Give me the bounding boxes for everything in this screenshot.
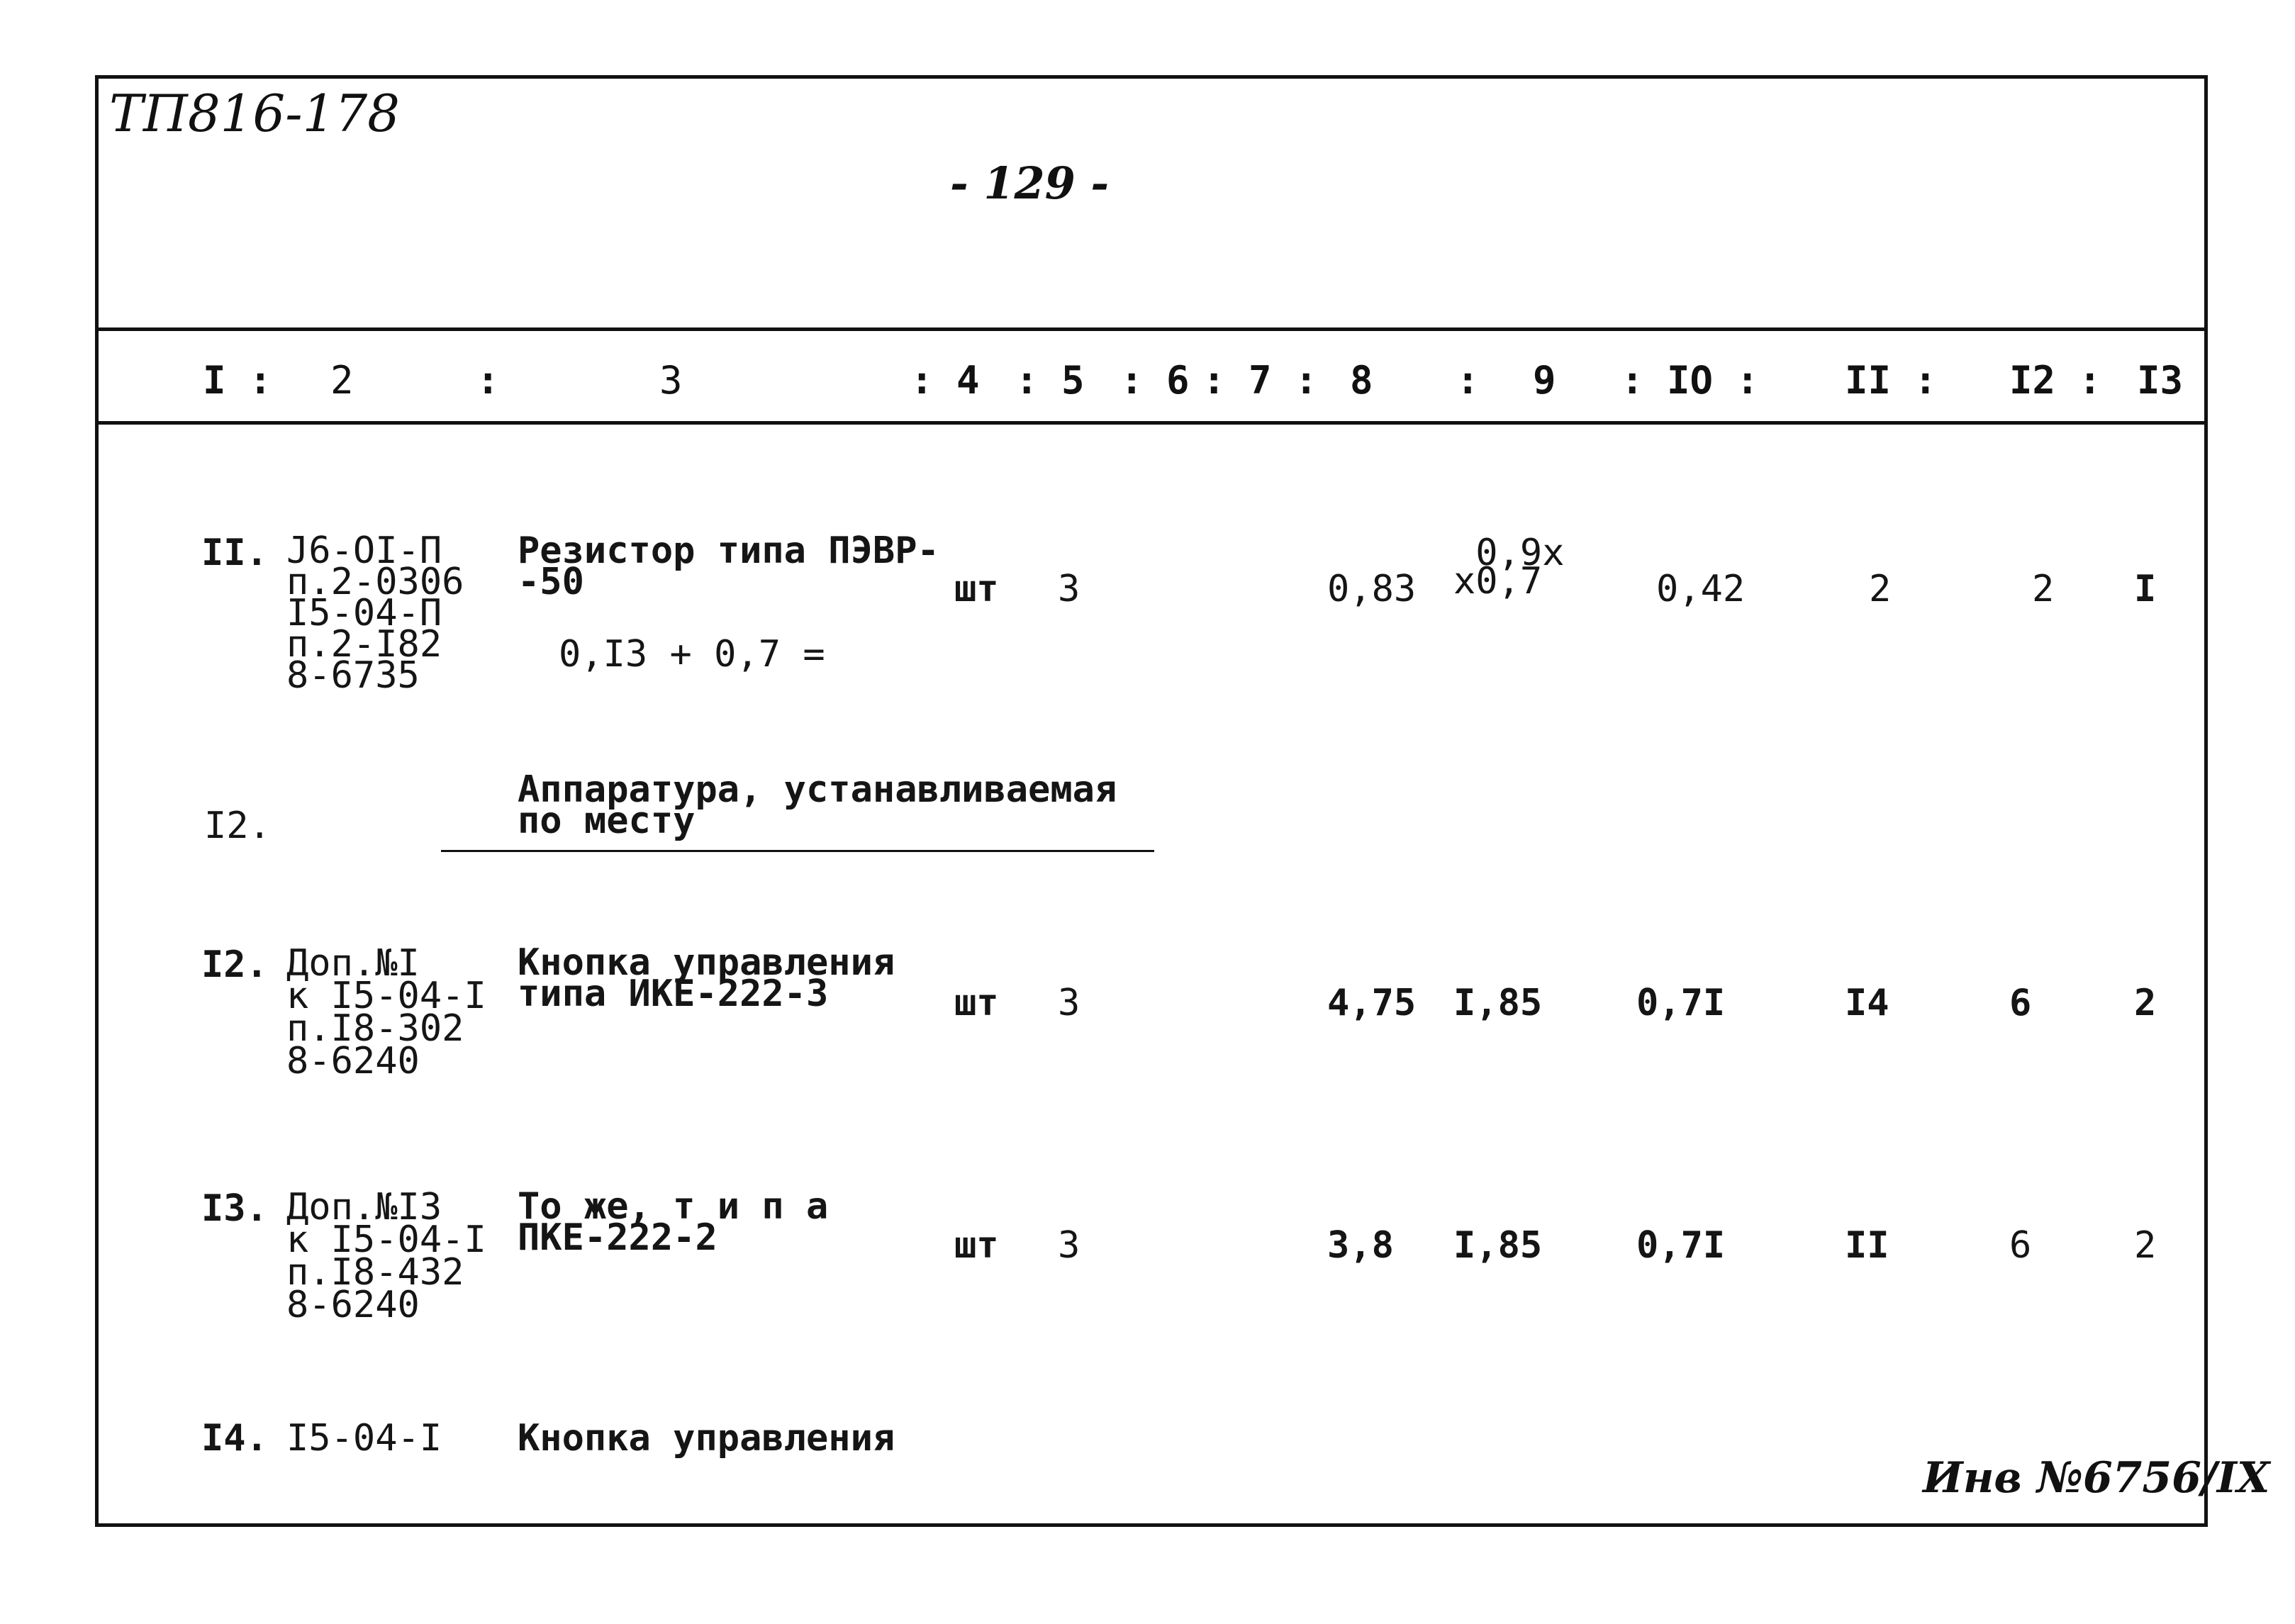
row-quantity: 3 <box>1058 982 1081 1024</box>
row-item-name: Кнопка управления <box>518 1417 895 1460</box>
row-col-9: 0,9х х0,7 <box>1453 532 1565 603</box>
row-col-9: I,85 <box>1453 982 1543 1024</box>
row-col-13: I <box>2134 568 2157 610</box>
row-number: I2. <box>201 943 268 986</box>
col-9-label: 9 <box>1533 358 1556 403</box>
row-col-11: 2 <box>1869 568 1892 610</box>
col-10-label: : IO : <box>1621 358 1760 403</box>
col-1-label: I : <box>203 358 272 403</box>
section-number: I2. <box>204 805 271 847</box>
row-col-8: 3,8 <box>1327 1224 1394 1267</box>
row-item-name: Кнопка управления типа ИКЕ-222-3 <box>518 941 895 1015</box>
col-8-label: 8 <box>1350 358 1373 403</box>
section-underline <box>441 850 1154 852</box>
row-col-13: 2 <box>2134 1224 2157 1267</box>
row-reference: J6-OI-П п.2-0306 I5-04-П п.2-I82 8-6735 <box>286 530 464 697</box>
row-unit: шт <box>954 982 999 1024</box>
col-4-label: : 4 <box>910 358 980 403</box>
col-6-label: : 6 <box>1120 358 1190 403</box>
row-col-8: 4,75 <box>1327 982 1417 1024</box>
col-sep: : <box>1456 358 1480 403</box>
section-title: Аппаратура, устанавливаемая по месту <box>518 768 1117 842</box>
col-11-label: II : <box>1845 358 1938 403</box>
row-reference: Доп.№I3 к I5-04-I п.I8-432 8-6240 <box>286 1186 486 1326</box>
row-col-13: 2 <box>2134 982 2157 1024</box>
header-bottom-rule <box>99 421 2204 425</box>
row-item-name: То же, т и п а ПКЕ-222-2 <box>518 1185 829 1259</box>
row-col-10: 0,42 <box>1656 568 1746 610</box>
row-reference: I5-04-I <box>286 1417 442 1460</box>
row-unit: шт <box>954 1224 999 1267</box>
col-2-label: 2 <box>330 358 354 403</box>
col-12-label: I2 : <box>2009 358 2102 403</box>
col-5-label: : 5 <box>1015 358 1085 403</box>
row-quantity: 3 <box>1058 1224 1081 1267</box>
row-col-8: 0,83 <box>1327 568 1417 610</box>
header-top-rule <box>99 327 2204 331</box>
col-sep: : <box>476 358 500 403</box>
page-number: - 129 - <box>950 157 1110 209</box>
row-col-12: 6 <box>2009 1224 2032 1267</box>
doc-code: ТП816-178 <box>109 84 400 143</box>
row-number: I4. <box>201 1417 268 1460</box>
row-col-10: 0,7I <box>1636 982 1726 1024</box>
row-number: II. <box>201 532 268 574</box>
row-item-name: Резистор типа ПЭВР- -50 <box>518 530 939 603</box>
row-formula: 0,I3 + 0,7 = <box>559 633 825 676</box>
row-col-9: I,85 <box>1453 1224 1543 1267</box>
row-col-11: II <box>1845 1224 1889 1267</box>
row-col-10: 0,7I <box>1636 1224 1726 1267</box>
row-number: I3. <box>201 1187 268 1230</box>
row-col-11: I4 <box>1845 982 1889 1024</box>
row-unit: шт <box>954 568 999 610</box>
row-quantity: 3 <box>1058 568 1081 610</box>
col-7-label: : 7 : <box>1202 358 1318 403</box>
row-col-12: 6 <box>2009 982 2032 1024</box>
row-reference: Доп.№I к I5-04-I п.I8-302 8-6240 <box>286 942 486 1082</box>
col-3-label: 3 <box>659 358 683 403</box>
col-13-label: I3 <box>2137 358 2184 403</box>
row-col-12: 2 <box>2032 568 2055 610</box>
inventory-stamp: Инв №6756/IX <box>1923 1453 2270 1503</box>
